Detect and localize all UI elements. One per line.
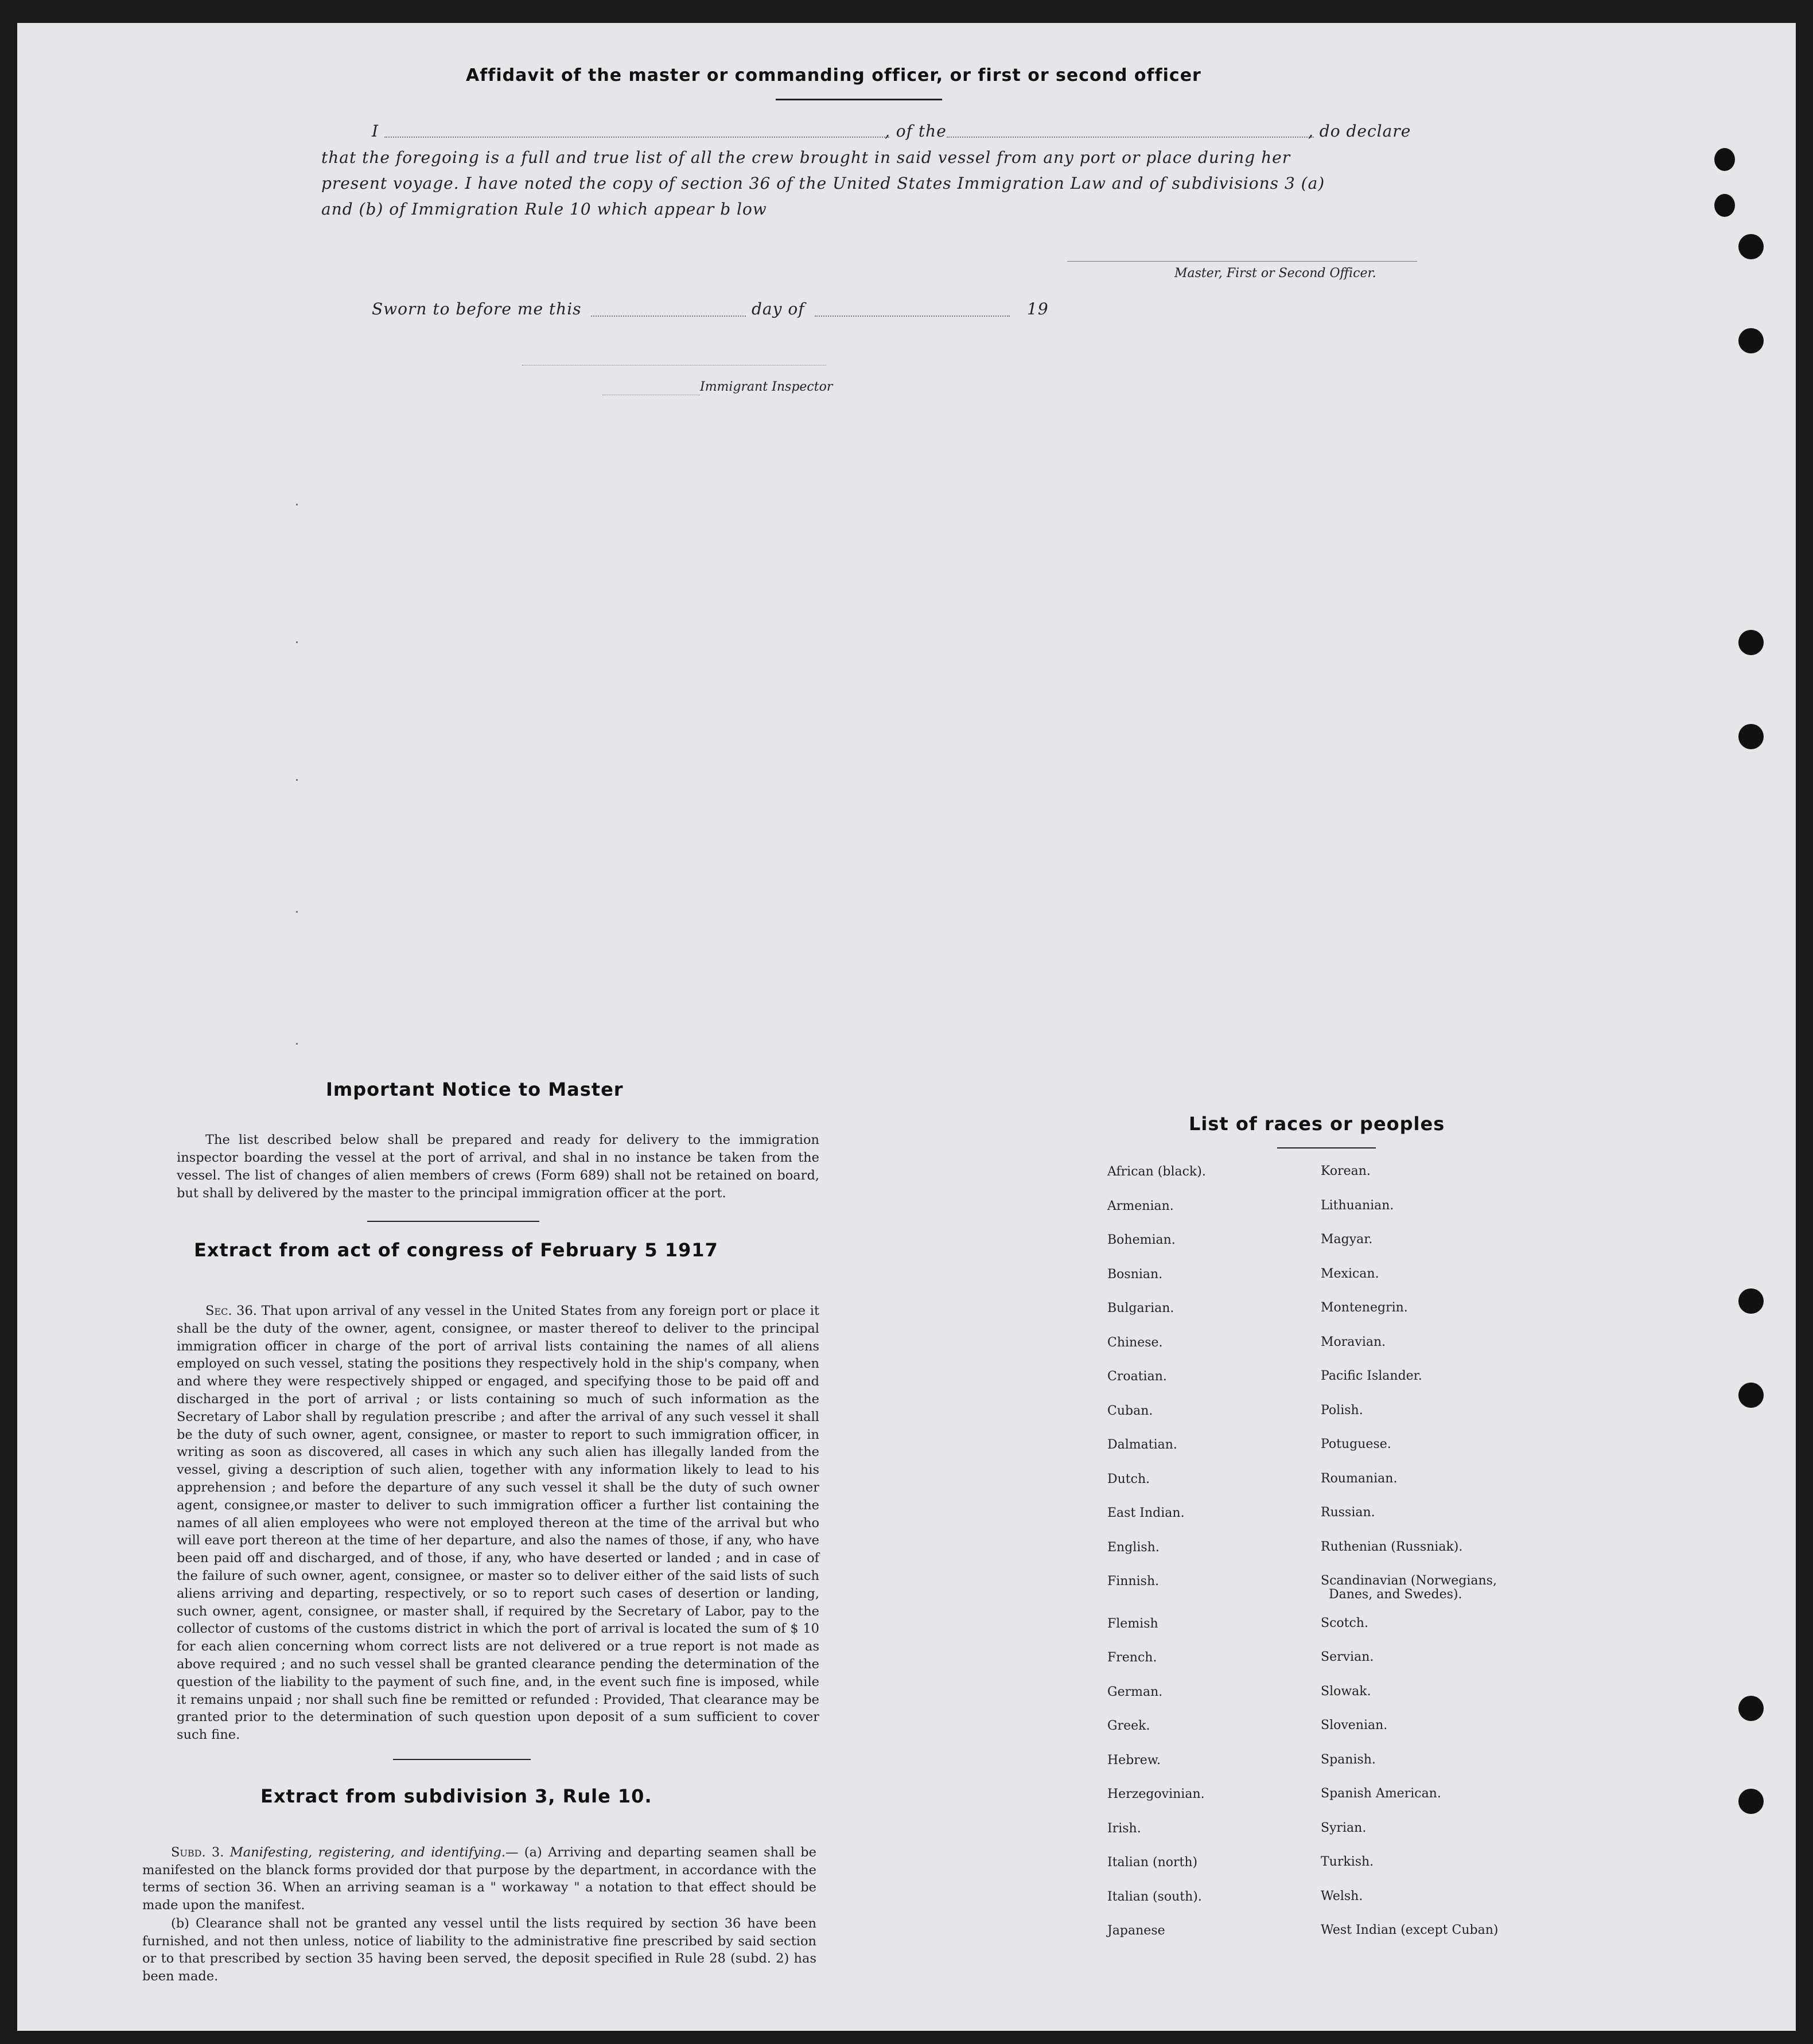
race-item: Italian (south).: [1107, 1889, 1202, 1904]
race-item: Potuguese.: [1321, 1437, 1391, 1451]
race-item: Korean.: [1321, 1164, 1371, 1178]
race-item: Lithuanian.: [1321, 1198, 1394, 1213]
race-item: Mexican.: [1321, 1266, 1379, 1281]
margin-speck: [296, 504, 298, 505]
binder-hole: [1738, 630, 1764, 655]
races-underline: [1277, 1147, 1376, 1148]
sworn-day-blank[interactable]: [591, 316, 746, 317]
subd-heading: Manifesting, registering, and identifying.: [229, 1845, 505, 1860]
margin-speck: [296, 911, 298, 913]
race-item: French.: [1107, 1650, 1157, 1665]
race-item: Armenian.: [1107, 1198, 1174, 1213]
title-underline: [776, 99, 942, 100]
race-item: Scotch.: [1321, 1615, 1368, 1630]
race-item: Syrian.: [1321, 1820, 1367, 1835]
binder-hole: [1714, 148, 1735, 171]
affidavit-title: Affidavit of the master or commanding officer, or first or second officer: [466, 65, 1201, 85]
section-36-label: Sec. 36.: [205, 1303, 257, 1318]
race-item: Roumanian.: [1321, 1471, 1398, 1486]
race-item: Russian.: [1321, 1505, 1375, 1520]
notice-divider: [367, 1221, 539, 1222]
race-item: Spanish.: [1321, 1752, 1376, 1767]
binder-hole: [1738, 1696, 1764, 1721]
race-item: West Indian (except Cuban): [1321, 1923, 1499, 1937]
binder-hole: [1738, 328, 1764, 353]
margin-speck: [296, 1043, 298, 1045]
document-page: [17, 23, 1796, 2031]
binder-hole: [1738, 724, 1764, 749]
race-item: Herzegovinian.: [1107, 1787, 1205, 1801]
binder-hole: [1738, 1383, 1764, 1408]
race-item: Dutch.: [1107, 1471, 1150, 1486]
subd-3-text: [142, 1844, 816, 1914]
race-item: Pacific Islander.: [1321, 1369, 1422, 1383]
binder-hole: [1738, 1789, 1764, 1814]
affidavit-line-3: present voyage. I have noted the copy of section 36 of the United States Immigration Law and of subdivisions 3 (a): [321, 174, 1325, 193]
binder-hole: [1738, 234, 1764, 259]
race-item: German.: [1107, 1684, 1163, 1699]
affidavit-line-2: that the foregoing is a full and true list of all the crew brought in said vessel from any port or place during her: [321, 148, 1291, 167]
race-item: Scandinavian (Norwegians, Danes, and Swedes).: [1321, 1574, 1497, 1602]
binder-hole: [1738, 1288, 1764, 1314]
subd-label: Subd. 3.: [171, 1845, 224, 1860]
race-item: Flemish: [1107, 1616, 1158, 1631]
year-text: 19: [1027, 299, 1049, 318]
race-item: Japanese: [1107, 1924, 1165, 1938]
race-item: Magyar.: [1321, 1232, 1373, 1247]
race-item: Chinese.: [1107, 1335, 1163, 1350]
race-item: Spanish American.: [1321, 1786, 1441, 1801]
race-item: Montenegrin.: [1321, 1301, 1408, 1315]
vessel-blank[interactable]: [947, 137, 1314, 138]
inspector-label: Immigrant Inspector: [700, 380, 833, 394]
race-item: Bohemian.: [1107, 1233, 1176, 1247]
race-item: Slovenian.: [1321, 1718, 1388, 1732]
race-item: Ruthenian (Russniak).: [1321, 1539, 1463, 1554]
race-item: Finnish.: [1107, 1574, 1160, 1589]
sworn-month-blank[interactable]: [815, 316, 1010, 317]
sworn-text: Sworn to before me this: [372, 299, 582, 318]
race-item: Bosnian.: [1107, 1267, 1163, 1282]
section-36-text: [177, 1302, 819, 1744]
subd-b-text: (b) Clearance shall not be granted any vessel until the lists required by section 36 have been furnished, and not then unless, notice of liability to the administrative fine prescribed by said section or to that prescribed by section 35 having been served, the deposit specified in Rule 28 (subd. 2) has been made.: [142, 1916, 816, 1984]
race-item: Cuban.: [1107, 1403, 1153, 1418]
race-item: Polish.: [1321, 1403, 1363, 1418]
master-signature-label: Master, First or Second Officer.: [1174, 266, 1376, 281]
margin-speck: [296, 641, 298, 643]
affidavit-i: I: [372, 122, 379, 141]
race-item: Bulgarian.: [1107, 1301, 1174, 1315]
race-item: Italian (north): [1107, 1855, 1198, 1870]
extract-divider: [393, 1759, 531, 1760]
day-of-text: day of: [752, 299, 805, 318]
margin-speck: [296, 779, 298, 781]
notice-title: Important Notice to Master: [326, 1079, 624, 1100]
race-item: African (black).: [1107, 1165, 1206, 1179]
master-signature-line[interactable]: [1067, 261, 1417, 262]
race-item: Servian.: [1321, 1650, 1374, 1664]
race-item: Croatian.: [1107, 1369, 1167, 1384]
race-item: Greek.: [1107, 1719, 1150, 1733]
race-item: Moravian.: [1321, 1334, 1386, 1349]
race-item: Dalmatian.: [1107, 1438, 1177, 1452]
race-item: English.: [1107, 1540, 1160, 1555]
race-item: Slowak.: [1321, 1684, 1371, 1699]
races-title: List of races or peoples: [1189, 1113, 1445, 1135]
extract-rule-title: Extract from subdivision 3, Rule 10.: [260, 1785, 652, 1807]
name-blank[interactable]: [384, 137, 889, 138]
affidavit-declare: , do declare: [1308, 122, 1411, 141]
section-36-body: That upon arrival of any vessel in the United States from any foreign port or place it shall be the duty of the owner, agent, consignee, or master thereof to deliver to the principal immigration officer in charge of the port of arrival lists containing the names of all aliens employed on such vessel, stating the positions they respectively hold in the ship's company, when and where they were respectively shipped or engaged, and specifying those to be paid off and discharged in the port of arrival ; or lists containing so much of such information as the Secretary of Labor shall by regulation prescribe ; and after the arrival of any such vessel it shall be the duty of such owner, agent, consignee, or master to report to such immigration officer, in writing as soon as discovered, all cases in which any such alien has illegally landed from the vessel, giving a description of such alien, together with any information likely to lead to his apprehension ; and before the departure of any such vessel it shall be the duty of such owner agent, consignee,or master to deliver to such immigration officer a further list containing the names of all alien employees who were not employed thereon at the time of the arrival but who will eave port thereon at the time of her departure, and also the names of those, if any, who have been paid off and discharged, and of those, if any, who have deserted or landed ; and in case of the failure of such owner, agent, consignee, or master so to deliver either of the said lists of such aliens arriving and departing, respectively, or so to report such cases of desertion or landing, such owner, agent, consignee, or master shall, if required by the Secretary of Labor, pay to the collector of customs of the customs district in which the port of arrival is located the sum of $ 10 for each alien concerning whom correct lists are not delivered or a true report is not made as above required ; and no such vessel shall be granted clearance pending the determination of the question of the liability to the payment of such fine, and, in the event such fine is imposed, while it remains unpaid ; nor shall such fine be remitted or refunded : Provided, That clearance may be granted prior to the determination of such question upon deposit of a sum sufficient to cover such fine.: [177, 1303, 819, 1743]
race-item: Hebrew.: [1107, 1753, 1161, 1767]
race-item: Irish.: [1107, 1821, 1141, 1836]
race-item: Welsh.: [1321, 1889, 1363, 1903]
notice-text: The list described below shall be prepared and ready for delivery to the immigration inspector boarding the vessel at the port of arrival, and shal in no instance be taken from the vessel. The list of changes of alien members of crews (Form 689) shall not be retained on board, but shall by delivered by the master to the principal immigration officer at the port.: [177, 1132, 819, 1201]
subd-a-text: — (a) Arriving and departing seamen shall be manifested on the blanck forms provided dor that purpose by the department, in accordance with the terms of section 36. When an arriving seaman is a " workaway " a notation to that effect should be made upon the manifest.: [142, 1845, 816, 1913]
extract-act-title: Extract from act of congress of February 5 1917: [194, 1239, 718, 1261]
affidavit-of-the: , of the: [885, 122, 947, 141]
race-item: East Indian.: [1107, 1506, 1185, 1520]
binder-hole: [1714, 194, 1735, 217]
affidavit-line-4: and (b) of Immigration Rule 10 which appear b low: [321, 200, 767, 219]
race-item: Turkish.: [1321, 1855, 1374, 1869]
